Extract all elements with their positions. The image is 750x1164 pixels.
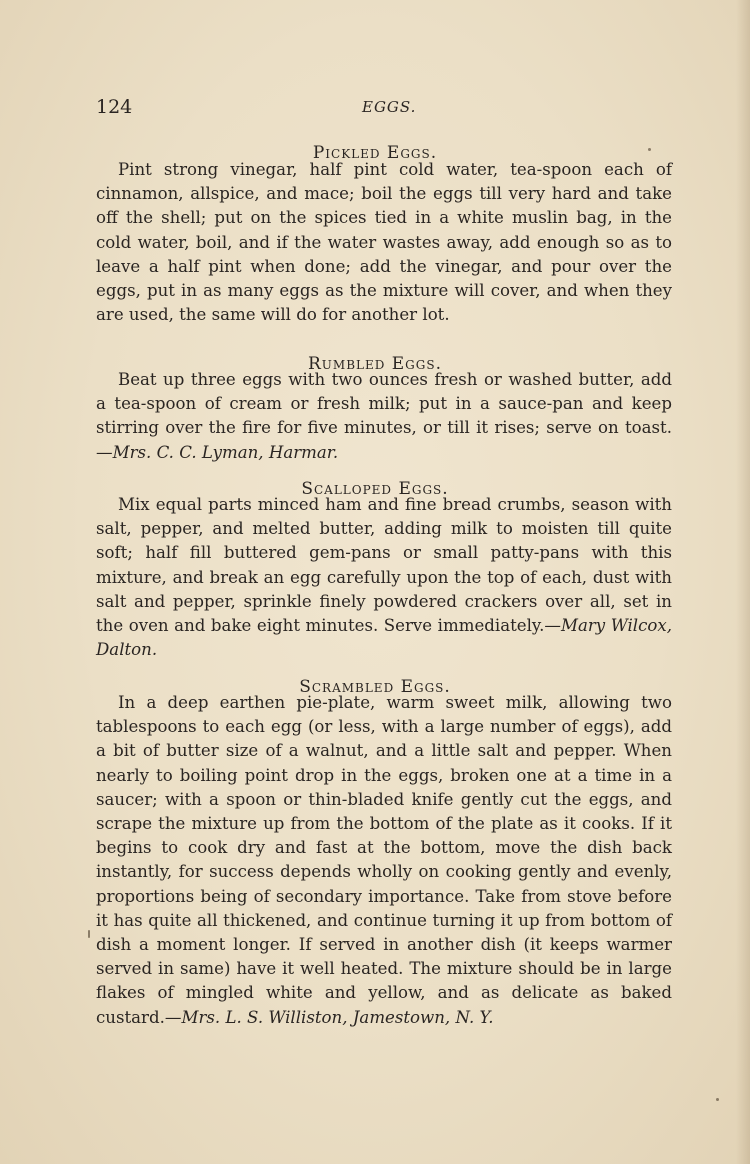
recipe-scrambled-eggs [96, 691, 672, 1030]
section-title-pickled-eggs: Pickled Eggs. [312, 143, 438, 163]
paper-speck [88, 930, 90, 938]
running-head: EGGS. [362, 98, 417, 116]
recipe-body: Beat up three eggs with two ounces fresh or washed butter, add a tea-spoon of cream or fresh milk; put in a sauce-pan and keep stirring over the fire for five minutes, or till it rises; serve on toast. [96, 370, 672, 438]
recipe-rumbled-eggs [96, 368, 672, 465]
recipe-pickled-eggs [96, 158, 672, 327]
paper-speck [648, 148, 651, 151]
section-title-scalloped-eggs: Scalloped Eggs. [301, 479, 449, 499]
page-edge-shadow [736, 0, 750, 1164]
page-number: 124 [96, 96, 133, 118]
recipe-signature: —Mary Wilcox, Dalton. [96, 616, 673, 660]
recipe-signature: —Mrs. C. C. Lyman, Harmar. [96, 442, 339, 462]
section-title-rumbled-eggs: Rumbled Eggs. [308, 354, 442, 374]
section-title-scrambled-eggs: Scrambled Eggs. [299, 677, 451, 697]
recipe-body: Mix equal parts minced ham and fine bread crumbs, season with salt, pepper, and melted butter, adding milk to moisten till quite soft; half fill buttered gem-pans or small patty-pans with this mixture, and break an egg carefully upon the top of each, dust with salt and pepper, sprinkle finely powdered crackers over all, set in the oven and bake eight minutes. Serve immediately. [96, 495, 672, 636]
recipe-body: Pint strong vinegar, half pint cold water, tea-spoon each of cinnamon, allspice, and mace; boil the eggs till very hard and take off the shell; put on the spices tied in a white muslin bag, in the cold water, boil, and if the water wastes away, add enough so as to leave a half pint when done; add the vinegar, and pour over the eggs, put in as many eggs as the mixture will cover, and when they are used, the same will do for another lot. [96, 160, 672, 325]
recipe-signature: —Mrs. L. S. Williston, Jamestown, N. Y. [164, 1007, 494, 1027]
recipe-body: In a deep earthen pie-plate, warm sweet milk, allowing two tablespoons to each egg (or less, with a large number of eggs), add a bit of butter size of a walnut, and a little salt and pepper. When nearly to boiling point drop in the eggs, broken one at a time in a saucer; with a spoon or thin-bladed knife gently cut the eggs, and scrape the mixture up from the bottom of the plate as it cooks. If it begins to cook dry and fast at the bottom, move the dish back instantly, for success depends wholly on cooking gently and evenly, proportions being of secondary importance. Take from stove before it has quite all thickened, and continue turning it up from bottom of dish a moment longer. If served in another dish (it keeps warmer served in same) have it well heated. The mixture should be in large flakes of mingled white and yellow, and as delicate as baked custard. [96, 693, 672, 1027]
recipe-scalloped-eggs [96, 493, 672, 662]
paper-speck [716, 1098, 719, 1101]
page-header [96, 96, 676, 122]
